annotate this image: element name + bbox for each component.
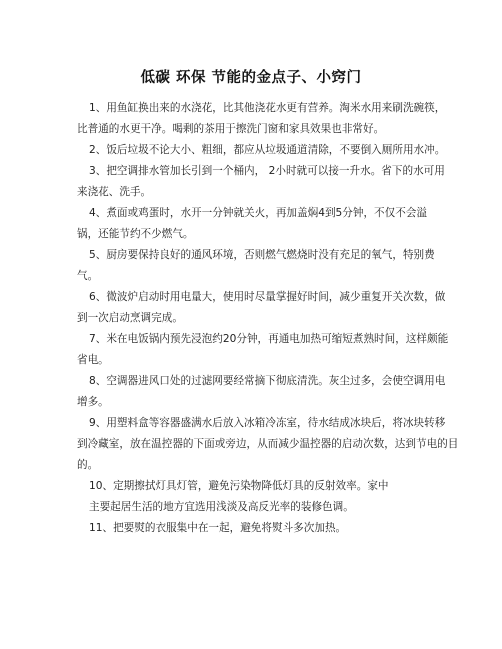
paragraph-line: 8、空调器进风口处的过滤网要经常摘下彻底清洗。灰尘过多，会使空调用电 <box>89 375 446 387</box>
paragraph-line: 10、定期擦拭灯具灯管，避免污染物降低灯具的反射效率。家中 <box>89 480 389 492</box>
paragraph-line: 4、煮面或鸡蛋时，水开一分钟就关火，再加盖焖4到5分钟，不仅不会溢 <box>89 207 428 219</box>
paragraph-line: 省电。 <box>77 354 109 366</box>
paragraph-line: 9、用塑料盒等容器盛满水后放入冰箱冷冻室，待水结成冰块后，将冰块转移 <box>89 417 446 429</box>
paragraph-line: 比普通的水更干净。喝剩的茶用于擦洗门窗和家具效果也非常好。 <box>77 123 385 135</box>
paragraph-line: 来浇花、洗手。 <box>77 186 152 198</box>
document-title: 低碳 环保 节能的金点子、小窍门 <box>140 70 362 86</box>
paragraph-line: 6、微波炉启动时用电量大，使用时尽量掌握好时间，减少重复开关次数，做 <box>89 291 446 303</box>
paragraph-line: 的。 <box>77 459 99 471</box>
paragraph-line: 到一次启动烹调完成。 <box>77 312 183 324</box>
paragraph-line: 增多。 <box>77 396 109 408</box>
paragraph-line: 1、用鱼缸换出来的水浇花，比其他浇花水更有营养。淘米水用来刷洗碗筷， <box>89 102 446 114</box>
paragraph-line: 2、饭后垃圾不论大小、粗细，都应从垃圾通道清除，不要倒入厕所用水冲。 <box>89 144 446 156</box>
paragraph-line: 气。 <box>77 270 99 282</box>
document-body <box>77 98 459 539</box>
paragraph-line: 到冷藏室，放在温控器的下面或旁边，从而减少温控器的启动次数，达到节电的目 <box>77 438 459 450</box>
paragraph-line: 5、厨房要保持良好的通风环境，否则燃气燃烧时没有充足的氧气，特别费 <box>89 249 435 261</box>
paragraph-line: 3、把空调排水管加长引到一个桶内， 2小时就可以接一升水。省下的水可用 <box>89 165 445 177</box>
paragraph-line: 11、把要熨的衣服集中在一起，避免将熨斗多次加热。 <box>89 522 347 534</box>
paragraph-line: 主要起居生活的地方宜选用浅淡及高反光率的装修色调。 <box>89 501 354 513</box>
paragraph-line: 锅，还能节约不少燃气。 <box>77 228 194 240</box>
paragraph-line: 7、米在电饭锅内预先浸泡约20分钟，再通电加热可缩短煮熟时间，这样颇能 <box>89 333 449 345</box>
